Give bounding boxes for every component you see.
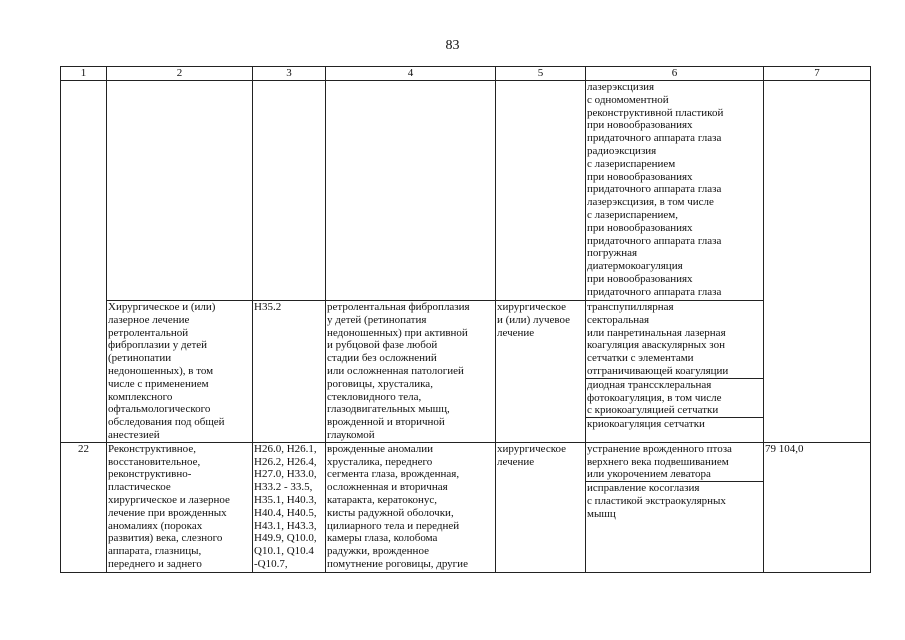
code-line: -Q10.7,: [254, 557, 288, 570]
profile-line: развития) века, слезного: [108, 532, 223, 545]
header-cell: 6: [586, 67, 764, 81]
code-line: H26.2, H26.4,: [254, 455, 317, 468]
diagnosis-line: и рубцовой фазе любой: [327, 339, 438, 352]
header-row: [61, 67, 871, 81]
method-line: лазерэксцизия: [587, 81, 655, 93]
profile-cell: [107, 81, 253, 301]
method-line: мышц: [587, 507, 616, 520]
code-line: H33.2 - 33.5,: [254, 481, 313, 494]
diagnosis-line: радужки, врожденное: [327, 545, 429, 558]
method-line: диатермокоагуляция: [587, 260, 683, 273]
diagnosis-line: ретролентальная фиброплазия: [327, 301, 470, 313]
diagnosis-line: помутнение роговицы, другие: [327, 557, 468, 570]
method-line: транспупиллярная: [587, 301, 674, 313]
header-cell: 7: [764, 67, 871, 81]
diagnosis-cell: [326, 301, 496, 443]
diagnosis-line: врожденной и вторичной: [327, 416, 445, 429]
method-line: с одномоментной: [587, 93, 669, 106]
method-line: исправление косоглазия: [587, 482, 700, 495]
diagnosis-line: глазодвигательных мышц,: [327, 403, 450, 416]
diagnosis-line: врожденные аномалии: [327, 442, 433, 455]
treatment-line: лечение: [497, 455, 535, 468]
method-line: реконструктивной пластикой: [587, 106, 724, 119]
method-line: погружная: [587, 247, 638, 260]
method-line: криокоагуляция сетчатки: [587, 418, 705, 431]
profile-line: фиброплазии у детей: [108, 339, 208, 352]
diagnosis-line: стадии без осложнений: [327, 352, 437, 365]
method-line: или укорочением леватора: [587, 468, 711, 481]
method-line: фотокоагуляция, в том числе: [587, 391, 722, 404]
page-number: 83: [445, 38, 460, 53]
diagnosis-line: или осложненная патологией: [327, 364, 464, 377]
method-line: при новообразованиях: [587, 272, 693, 285]
diagnosis-line: цилиарного тела и передней: [327, 519, 460, 532]
profile-line: анестезией: [108, 428, 160, 441]
header-cell: 2: [107, 67, 253, 81]
profile-cell: [107, 301, 253, 443]
profile-line: аппарата, глазницы,: [108, 545, 202, 558]
method-line: секторальная: [587, 313, 650, 326]
code-cell: [253, 81, 326, 301]
profile-line: Хирургическое и (или): [108, 301, 216, 313]
diagnosis-line: роговицы, хрусталика,: [327, 377, 433, 390]
method-block: [586, 481, 763, 520]
profile-line: переднего и заднего: [108, 557, 202, 570]
treatment-cell: [496, 81, 586, 301]
cost-value: 79 104,0: [765, 442, 804, 455]
table-row: [61, 301, 871, 443]
method-line: коагуляция аваскулярных зон: [587, 339, 725, 352]
method-line: при новообразованиях: [587, 221, 693, 234]
treatment-line: хирургическое: [497, 301, 567, 313]
method-line: при новообразованиях: [587, 119, 693, 132]
method-line: устранение врожденного птоза: [587, 442, 732, 455]
treatment-cell: [496, 301, 586, 443]
treatment-cell: [496, 442, 586, 572]
diagnosis-line: камеры глаза, колобома: [327, 532, 438, 545]
code-cell: [253, 442, 326, 572]
diagnosis-line: стекловидного тела,: [327, 390, 422, 403]
cost-cell: [764, 442, 871, 572]
header-cell: 4: [326, 67, 496, 81]
diagnosis-line: у детей (ретинопатия: [327, 313, 427, 326]
cost-cell: [764, 81, 871, 301]
method-line: придаточного аппарата глаза: [587, 285, 722, 298]
profile-line: обследования под общей: [108, 416, 225, 429]
method-block: [587, 443, 762, 481]
method-line: придаточного аппарата глаза: [587, 183, 722, 196]
row-number: 22: [61, 442, 107, 572]
diagnosis-line: хрусталика, переднего: [327, 455, 433, 468]
method-line: с лазериспарением,: [587, 208, 679, 221]
profile-line: Реконструктивное,: [108, 442, 196, 455]
profile-cell: [107, 442, 253, 572]
method-line: с лазериспарением: [587, 157, 676, 170]
method-line: отграничивающей коагуляции: [587, 364, 729, 377]
code-cell: [253, 301, 326, 443]
code-line: H49.9, Q10.0,: [254, 532, 317, 545]
diagnosis-cell: [326, 442, 496, 572]
profile-line: восстановительное,: [108, 455, 201, 468]
method-line: сетчатки с элементами: [587, 352, 694, 365]
header-cell: 5: [496, 67, 586, 81]
method-line: радиоэксцизия: [587, 144, 657, 157]
method-line: с пластикой экстраокулярных: [587, 494, 726, 507]
method-line: верхнего века подвешиванием: [587, 455, 729, 468]
code-line: H35.2: [254, 301, 282, 313]
diagnosis-line: недоношенных) при активной: [327, 326, 468, 339]
profile-line: ретролентальной: [108, 326, 189, 339]
number-cell: [61, 81, 107, 301]
method-block: [587, 301, 762, 378]
profile-line: комплексного: [108, 390, 173, 403]
profile-line: аномалиях (пороках: [108, 519, 203, 532]
profile-line: пластическое: [108, 481, 171, 494]
profile-line: лазерное лечение: [108, 313, 190, 326]
method-block: [586, 417, 763, 431]
code-line: H27.0, H33.0,: [254, 468, 317, 481]
method-line: придаточного аппарата глаза: [587, 132, 722, 145]
code-line: H26.0, H26.1,: [254, 442, 317, 455]
method-cell: [586, 442, 764, 572]
code-line: Q10.1, Q10.4: [254, 545, 314, 558]
profile-line: хирургическое и лазерное: [108, 493, 230, 506]
profile-line: числе с применением: [108, 377, 209, 390]
code-line: H40.4, H40.5,: [254, 506, 317, 519]
number-cell: [61, 301, 107, 443]
diagnosis-line: сегмента глаза, врожденная,: [327, 468, 460, 481]
cost-cell: [764, 301, 871, 443]
method-cell: [586, 301, 764, 443]
method-line: или панретинальная лазерная: [587, 326, 726, 339]
profile-line: недоношенных), в том: [108, 364, 214, 377]
treatment-line: лечение: [497, 326, 535, 339]
table-row: [61, 442, 871, 572]
header-cell: 1: [61, 67, 107, 81]
treatment-line: хирургическое: [497, 442, 567, 455]
profile-line: офтальмологического: [108, 403, 211, 416]
diagnosis-line: катаракта, кератоконус,: [327, 493, 438, 506]
diagnosis-line: кисты радужной оболочки,: [327, 506, 454, 519]
profile-line: лечение при врожденных: [108, 506, 227, 519]
method-line: с криокоагуляцией сетчатки: [587, 404, 719, 417]
method-block: [586, 378, 763, 417]
header-cell: 3: [253, 67, 326, 81]
diagnosis-line: глаукомой: [327, 428, 375, 441]
method-line: при новообразованиях: [587, 170, 693, 183]
code-line: H43.1, H43.3,: [254, 519, 317, 532]
procedures-table: [60, 66, 871, 573]
method-cell: [586, 81, 764, 301]
method-line: лазерэксцизия, в том числе: [587, 196, 714, 209]
diagnosis-line: осложненная и вторичная: [327, 481, 448, 494]
diagnosis-cell: [326, 81, 496, 301]
treatment-line: и (или) лучевое: [497, 313, 571, 326]
method-line: придаточного аппарата глаза: [587, 234, 722, 247]
method-line: диодная транссклеральная: [587, 378, 712, 391]
profile-line: реконструктивно-: [108, 468, 192, 481]
code-line: H35.1, H40.3,: [254, 493, 317, 506]
table-row: [61, 81, 871, 301]
profile-line: (ретинопатии: [108, 352, 172, 365]
